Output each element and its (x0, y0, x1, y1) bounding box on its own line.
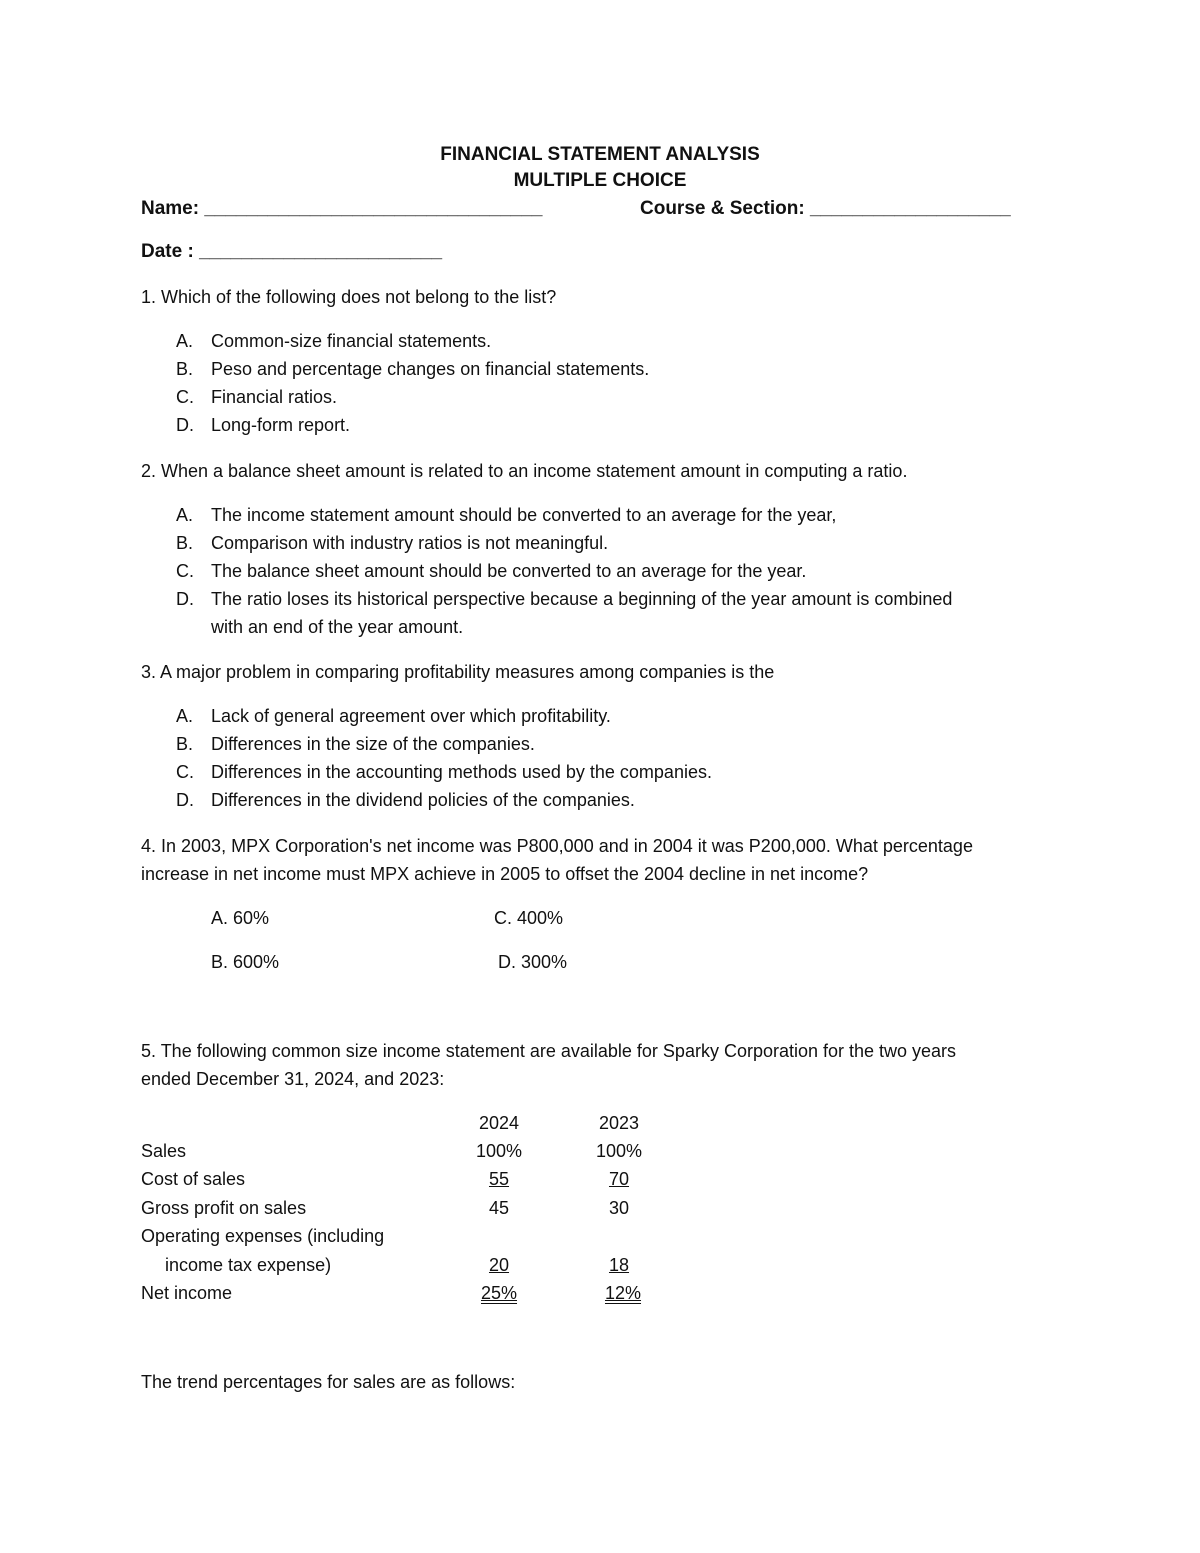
row-label-income-tax-expense: income tax expense) (165, 1255, 332, 1275)
column-header-2023: 2023 (598, 1113, 640, 1133)
q1-option-letter: D. (176, 415, 194, 435)
row-label-gross-profit: Gross profit on sales (141, 1198, 307, 1218)
q1-option-letter: A. (176, 331, 194, 351)
question-5-line-1: 5. The following common size income statement are available for Sparky Corporation for the two years (141, 1041, 957, 1061)
q2-option-c: The balance sheet amount should be converted to an average for the year. (211, 561, 807, 581)
question-3-text: 3. A major problem in comparing profitability measures among companies is the (141, 662, 775, 682)
row-label-net-income: Net income (141, 1283, 233, 1303)
q3-option-letter: D. (176, 790, 194, 810)
trend-percentages-text: The trend percentages for sales are as follows: (141, 1372, 516, 1392)
q1-option-letter: C. (176, 387, 194, 407)
row-label-sales: Sales (141, 1141, 187, 1161)
net-income-2023: 12% (604, 1283, 642, 1303)
q3-option-letter: A. (176, 706, 194, 726)
question-2-text: 2. When a balance sheet amount is related to an income statement amount in computing a ratio. (141, 461, 908, 481)
question-5-line-2: ended December 31, 2024, and 2023: (141, 1069, 445, 1089)
q3-option-d: Differences in the dividend policies of the companies. (211, 790, 635, 810)
q1-option-c: Financial ratios. (211, 387, 338, 407)
q1-option-letter: B. (176, 359, 194, 379)
q2-option-d: The ratio loses its historical perspective because a beginning of the year amount is combined (211, 589, 953, 609)
q1-option-d: Long-form report. (211, 415, 351, 435)
q2-option-letter: A. (176, 505, 194, 525)
sales-2023: 100% (595, 1141, 643, 1161)
q3-option-letter: B. (176, 734, 194, 754)
q4-option-b: B. 600% (211, 952, 280, 972)
course-section-field-label: Course & Section: ___________________ (640, 198, 1011, 219)
q3-option-a: Lack of general agreement over which profitability. (211, 706, 611, 726)
date-field-label: Date : _______________________ (141, 241, 443, 262)
question-4-line-2: increase in net income must MPX achieve in 2005 to offset the 2004 decline in net income? (141, 864, 869, 884)
q1-option-a: Common-size financial statements. (211, 331, 492, 351)
q3-option-b: Differences in the size of the companies. (211, 734, 535, 754)
document-title: FINANCIAL STATEMENT ANALYSIS (440, 144, 760, 165)
q2-option-letter: D. (176, 589, 194, 609)
operating-expenses-2024: 20 (488, 1255, 510, 1275)
q2-option-letter: B. (176, 533, 194, 553)
cost-of-sales-2024: 55 (488, 1169, 510, 1189)
q4-option-d: D. 300% (498, 952, 568, 972)
q3-option-letter: C. (176, 762, 194, 782)
column-header-2024: 2024 (478, 1113, 520, 1133)
q1-option-b: Peso and percentage changes on financial statements. (211, 359, 650, 379)
q3-option-c: Differences in the accounting methods used by the companies. (211, 762, 712, 782)
cost-of-sales-2023: 70 (608, 1169, 630, 1189)
q2-option-a: The income statement amount should be converted to an average for the year, (211, 505, 837, 525)
net-income-2024: 25% (480, 1283, 518, 1303)
operating-expenses-2023: 18 (608, 1255, 630, 1275)
gross-profit-2023: 30 (608, 1198, 630, 1218)
gross-profit-2024: 45 (488, 1198, 510, 1218)
question-1-text: 1. Which of the following does not belong to the list? (141, 287, 557, 307)
q2-option-letter: C. (176, 561, 194, 581)
q4-option-a: A. 60% (211, 908, 270, 928)
document-subtitle: MULTIPLE CHOICE (513, 170, 687, 191)
q2-option-d-continued: with an end of the year amount. (211, 617, 464, 637)
sales-2024: 100% (475, 1141, 523, 1161)
q4-option-c: C. 400% (494, 908, 564, 928)
name-field-label: Name: ________________________________ (141, 198, 543, 219)
row-label-operating-expenses: Operating expenses (including (141, 1226, 385, 1246)
question-4-line-1: 4. In 2003, MPX Corporation's net income was P800,000 and in 2004 it was P200,000. What percentage (141, 836, 973, 856)
row-label-cost-of-sales: Cost of sales (141, 1169, 246, 1189)
q2-option-b: Comparison with industry ratios is not meaningful. (211, 533, 609, 553)
